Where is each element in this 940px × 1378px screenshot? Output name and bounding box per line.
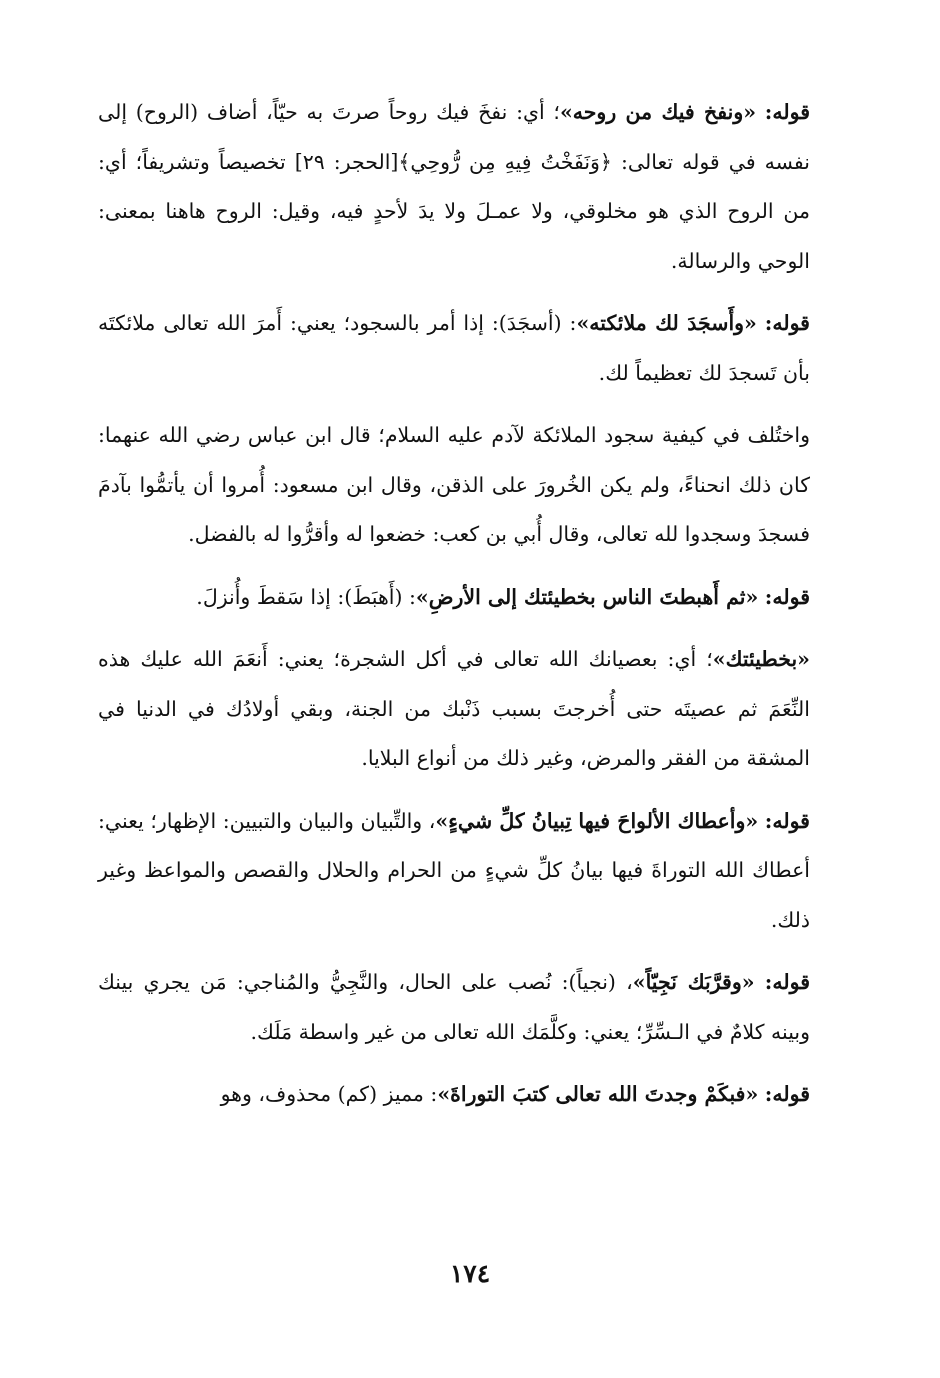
paragraph-text: : مميز (كم) محذوف، وهو [220,1082,438,1106]
hadith-quote: «فبكَمْ وجدتَ الله تعالى كتبَ التوراةَ» [437,1082,759,1106]
hadith-quote: «بخطيئتك» [712,647,810,671]
paragraph-text: واختُلف في كيفية سجود الملائكة لآدم عليه السلام؛ قال ابن عباس رضي الله عنهما: كان ذلك انحناءً، ولم يكن الخُرورَ على الذقن، وقال ابن مسعود: أُمروا أن يأتمُّوا بآدمَ فسجدَ وسجدوا لله تعالى، وقال أُبي بن كعب: خضعوا له وأقرُّوا له بالفضل. [98,423,810,546]
paragraph-lead: قوله: [764,584,810,609]
paragraph-text: ، والتِّبيان والبيان والتبيين: الإظهار؛ يعني: أعطاك الله التوراةَ فيها بيانُ كلِّ شيءٍ من الحرام والحلال والقصص والمواعظ وغير ذلك. [98,808,810,932]
paragraph-lead: قوله: [764,808,810,833]
hadith-quote: «ونفخ فيك من روحه» [559,100,757,124]
paragraph-6 [98,797,810,946]
paragraph-lead: قوله: [764,311,810,335]
paragraph-1 [98,88,810,286]
paragraph-text: ؛ أي: نفخَ فيك روحاً صرتَ به حيّاً، أضاف (الروح) إلى نفسه في قوله تعالى: ﴿وَنَفَخْتُ فِيهِ مِن رُّوحِي﴾[الحجر: ٢٩] تخصيصاً وتشريفاً؛ أي: من الروح الذي هو مخلوقي، ولا عمـلَ ولا يدَ لأحدٍ فيه، وقيل: الروح هاهنا بمعنى: الوحي والرسالة. [98,100,810,273]
paragraph-text: : (أَهبَطَ): إذا سَقطَ وأُنزلَ. [196,584,416,609]
hadith-quote: «وقرَّبَك نَجِيّاً» [632,970,755,994]
paragraph-text: ؛ أي: بعصيانك الله تعالى في أكل الشجرة؛ يعني: أَنعَمَ الله عليك هذه النِّعَمَ ثم عصيتَه حتى أُخرجتَ بسبب ذَنْبك من الجنة، وبقي أولادُك في الدنيا في المشقة من الفقر والمرض، وغير ذلك من أنواع البلايا. [98,647,810,770]
paragraph-2 [98,299,810,398]
paragraph-lead: قوله: [764,1082,810,1106]
paragraph-3 [98,411,810,560]
paragraph-8 [98,1070,810,1120]
paragraph-7 [98,958,810,1057]
page-body [98,88,810,1133]
paragraph-text: : (أسجَدَ): إذا أمر بالسجود؛ يعني: أَمرَ الله تعالى ملائكتَه بأن تَسجدَ لك تعظيماً لك. [98,311,810,385]
paragraph-5 [98,635,810,784]
hadith-quote: «وأَسجَدَ لك ملائكته» [576,311,757,335]
page-number: ١٧٤ [449,1259,491,1288]
paragraph-lead: قوله: [764,970,810,994]
hadith-quote: «وأعطاك الألواحَ فيها تِبيانُ كلِّ شيءٍ» [435,808,759,833]
paragraph-text: ، (نجياً): نُصب على الحال، والنَّجِيُّ والمُناجي: مَن يجري بينك وبينه كلامٌ في الـسِّرِّ؛ يعني: وكلَّمَك الله تعالى من غير واسطة مَلَك. [98,970,810,1044]
paragraph-lead: قوله: [764,100,810,124]
hadith-quote: «ثم أَهبطتَ الناس بخطيئتك إلى الأرضِ» [415,584,759,609]
paragraph-4 [98,573,810,623]
